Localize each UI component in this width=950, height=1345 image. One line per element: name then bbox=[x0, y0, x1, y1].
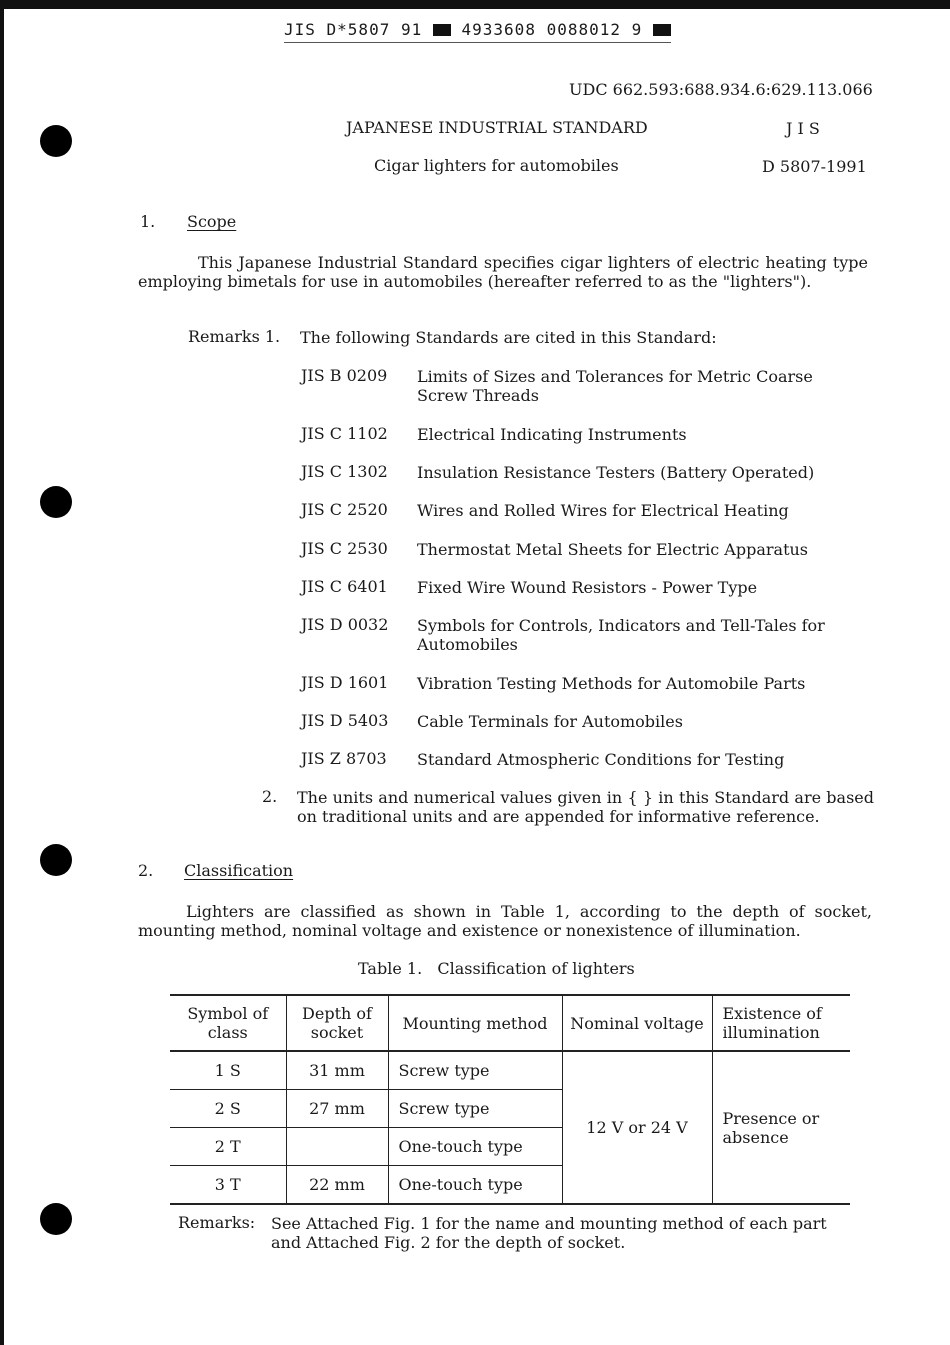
table-header-row bbox=[170, 995, 850, 1051]
illumination-cell: Presence or absence bbox=[712, 1051, 850, 1204]
depth-cell bbox=[286, 1128, 388, 1166]
reference-title: Fixed Wire Wound Resistors - Power Type bbox=[417, 578, 758, 597]
remarks-text: The following Standards are cited in this Standard: bbox=[300, 328, 717, 347]
symbol-cell: 3 T bbox=[214, 1175, 241, 1194]
remarks2-text: The units and numerical values given in { } in this Standard are based on traditional units and are appended for informative reference. bbox=[297, 788, 874, 826]
reference-title: Limits of Sizes and Tolerances for Metric Coarse Screw Threads bbox=[417, 367, 813, 405]
table-remarks-label: Remarks: bbox=[178, 1213, 256, 1232]
udc-code: UDC 662.593:688.934.6:629.113.066 bbox=[569, 80, 873, 99]
reference-code: JIS C 2530 bbox=[301, 539, 388, 558]
reference-title: Insulation Resistance Testers (Battery Operated) bbox=[417, 463, 815, 482]
depth-cell: 22 mm bbox=[286, 1166, 388, 1205]
reference-title: Symbols for Controls, Indicators and Tell-Tales for Automobiles bbox=[417, 616, 825, 654]
voltage-cell: 12 V or 24 V bbox=[562, 1051, 712, 1204]
symbol-cell: 2 T bbox=[214, 1137, 241, 1156]
reference-title: Vibration Testing Methods for Automobile Parts bbox=[417, 674, 806, 693]
column-header: Symbol of class bbox=[187, 1004, 269, 1042]
reference-code: JIS Z 8703 bbox=[301, 749, 387, 768]
jis-mark: J I S bbox=[786, 119, 820, 138]
black-block-icon bbox=[433, 24, 451, 36]
reference-code: JIS C 6401 bbox=[301, 577, 388, 596]
reference-title: Electrical Indicating Instruments bbox=[417, 425, 687, 444]
column-header: Existence of illumination bbox=[712, 995, 850, 1051]
document-code-header bbox=[284, 20, 671, 39]
reference-code: JIS C 2520 bbox=[301, 500, 388, 519]
column-header: Nominal voltage bbox=[562, 995, 712, 1051]
top-scan-border bbox=[0, 0, 950, 9]
document-title: Cigar lighters for automobiles bbox=[374, 156, 619, 175]
reference-code: JIS B 0209 bbox=[301, 366, 388, 385]
left-scan-border bbox=[0, 0, 4, 1345]
table-row bbox=[170, 1051, 850, 1090]
code-right: 4933608 0088012 9 bbox=[461, 20, 643, 39]
scope-paragraph: This Japanese Industrial Standard specifies cigar lighters of electric heating type employing bimetals for use in automobiles (hereafter referred to as the "lighters"). bbox=[138, 253, 868, 291]
symbol-cell: 2 S bbox=[214, 1099, 241, 1118]
punch-hole-icon bbox=[40, 1203, 72, 1235]
reference-code: JIS C 1302 bbox=[301, 462, 388, 481]
black-block-icon bbox=[653, 24, 671, 36]
reference-title: Wires and Rolled Wires for Electrical Heating bbox=[417, 501, 789, 520]
reference-code: JIS D 0032 bbox=[301, 615, 389, 634]
section-number: 2. bbox=[138, 861, 154, 880]
column-header: Mounting method bbox=[388, 995, 562, 1051]
punch-hole-icon bbox=[40, 844, 72, 876]
reference-code: JIS C 1102 bbox=[301, 424, 388, 443]
punch-hole-icon bbox=[40, 125, 72, 157]
punch-hole-icon bbox=[40, 486, 72, 518]
reference-code: JIS D 5403 bbox=[301, 711, 389, 730]
mounting-cell: Screw type bbox=[388, 1051, 562, 1090]
classification-table bbox=[170, 994, 850, 1205]
reference-title: Cable Terminals for Automobiles bbox=[417, 712, 683, 731]
column-header: Depth of socket bbox=[286, 995, 388, 1051]
remarks-label: Remarks 1. bbox=[188, 327, 281, 346]
code-left: JIS D*5807 91 bbox=[284, 20, 423, 39]
standard-number: D 5807-1991 bbox=[762, 157, 867, 176]
depth-cell: 31 mm bbox=[286, 1051, 388, 1090]
section-number: 1. bbox=[140, 212, 156, 231]
table-caption: Table 1. Classification of lighters bbox=[358, 959, 635, 978]
reference-title: Standard Atmospheric Conditions for Testing bbox=[417, 750, 785, 769]
standard-name: JAPANESE INDUSTRIAL STANDARD bbox=[346, 118, 648, 137]
table-remarks-text: See Attached Fig. 1 for the name and mounting method of each part and Attached Fig. 2 for the depth of socket. bbox=[271, 1214, 827, 1252]
mounting-cell: Screw type bbox=[388, 1090, 562, 1128]
mounting-cell: One-touch type bbox=[388, 1128, 562, 1166]
remarks2-number: 2. bbox=[262, 787, 278, 806]
section-heading: Classification bbox=[184, 861, 294, 880]
depth-cell: 27 mm bbox=[286, 1090, 388, 1128]
classification-paragraph: Lighters are classified as shown in Table 1, according to the depth of socket, mounting method, nominal voltage and existence or nonexistence of illumination. bbox=[138, 902, 872, 940]
symbol-cell: 1 S bbox=[214, 1061, 241, 1080]
section-heading: Scope bbox=[187, 212, 237, 231]
mounting-cell: One-touch type bbox=[388, 1166, 562, 1205]
reference-code: JIS D 1601 bbox=[301, 673, 389, 692]
reference-title: Thermostat Metal Sheets for Electric Apparatus bbox=[417, 540, 809, 559]
